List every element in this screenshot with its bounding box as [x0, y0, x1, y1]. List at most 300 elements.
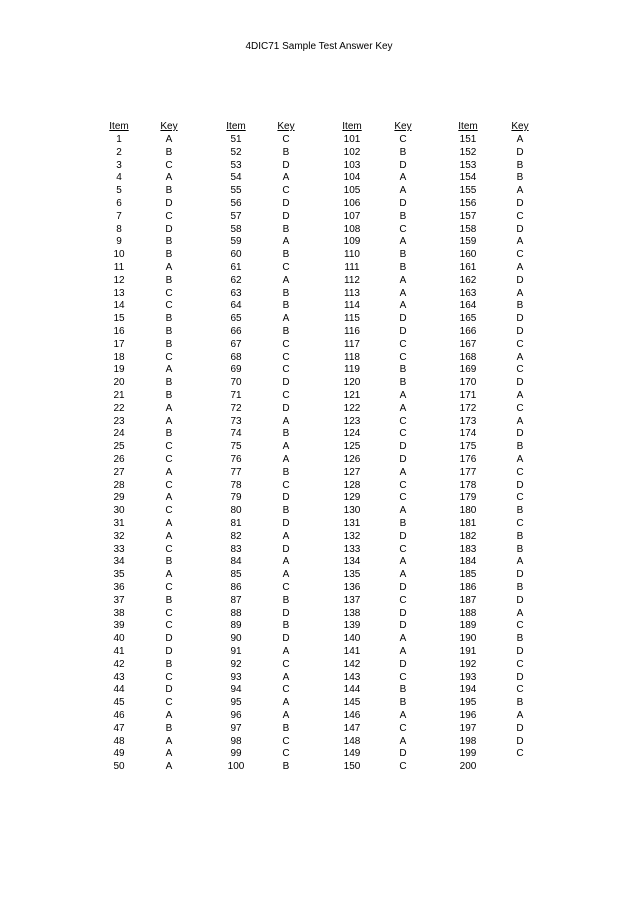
item-number: 3 [116, 159, 122, 171]
item-number: 147 [343, 722, 361, 734]
answer-key: C [399, 223, 407, 235]
item-number: 72 [230, 402, 242, 414]
answer-key: A [282, 236, 290, 248]
item-number: 79 [230, 492, 242, 504]
answer-key: B [165, 236, 173, 248]
item-number: 186 [459, 582, 477, 593]
item-number: 112 [344, 274, 360, 286]
answer-key: A [165, 466, 173, 478]
item-number: 34 [113, 556, 125, 568]
item-number: 160 [459, 249, 477, 261]
answer-key: D [282, 518, 290, 529]
answer-key: A [399, 466, 407, 478]
item-number: 168 [459, 351, 477, 363]
item-number: 61 [230, 262, 242, 273]
answer-key: B [399, 518, 407, 529]
answer-key: C [516, 338, 524, 350]
item-number: 21 [113, 390, 125, 401]
answer-key: B [282, 223, 290, 235]
answer-key: C [399, 492, 407, 504]
answer-key: B [399, 377, 407, 389]
item-number: 129 [343, 492, 361, 504]
answer-key: A [282, 415, 290, 427]
answer-key: D [399, 748, 407, 760]
answer-key: A [516, 262, 524, 273]
answer-key: A [282, 710, 290, 721]
answer-key: C [282, 735, 290, 747]
answer-key: C [165, 671, 173, 683]
item-number: 52 [230, 146, 242, 158]
answer-key: B [282, 146, 290, 158]
answer-key: B [165, 594, 173, 606]
item-number: 49 [113, 748, 125, 760]
item-number: 125 [343, 441, 361, 453]
answer-key: C [399, 761, 407, 773]
answer-key: A [399, 710, 407, 721]
item-number: 97 [230, 722, 242, 734]
item-number: 107 [343, 210, 361, 222]
item-number: 19 [113, 364, 125, 376]
answer-key: D [399, 530, 407, 542]
header-item: Item [342, 121, 362, 132]
item-number: 93 [230, 671, 242, 683]
item-number: 183 [459, 543, 477, 555]
answer-key: B [165, 326, 173, 337]
item-number: 53 [230, 159, 242, 171]
item-number: 26 [113, 454, 125, 465]
answer-key: C [282, 351, 290, 363]
answer-key: D [282, 402, 290, 414]
answer-key: C [399, 722, 407, 734]
item-number: 156 [459, 198, 477, 209]
answer-key: A [165, 134, 173, 145]
item-number: 86 [230, 582, 242, 593]
answer-key: D [516, 146, 524, 158]
answer-key: A [165, 364, 173, 376]
item-number: 57 [230, 210, 242, 222]
item-number: 63 [230, 287, 242, 299]
answer-key: C [165, 620, 173, 632]
item-number: 127 [343, 466, 361, 478]
item-number: 50 [113, 761, 125, 773]
answer-key: B [516, 530, 524, 542]
answer-key: B [165, 722, 173, 734]
answer-key: C [165, 697, 173, 709]
item-number: 68 [230, 351, 242, 363]
answer-key: B [165, 377, 173, 389]
answer-key: C [399, 351, 407, 363]
item-number: 169 [459, 364, 477, 376]
answer-key: D [282, 607, 290, 619]
answer-key: A [516, 710, 524, 721]
item-number: 78 [230, 479, 242, 491]
item-number: 187 [459, 594, 477, 606]
answer-key: D [516, 594, 524, 606]
item-number: 118 [344, 351, 360, 363]
answer-key: C [165, 300, 173, 312]
item-number: 191 [459, 646, 477, 657]
item-number: 197 [459, 722, 477, 734]
answer-key: D [516, 569, 524, 581]
answer-key: A [282, 441, 290, 453]
answer-key: C [282, 364, 290, 376]
item-number: 71 [230, 390, 242, 401]
item-number: 69 [230, 364, 242, 376]
answer-key: D [399, 658, 407, 670]
item-number: 94 [230, 684, 242, 696]
page-title: 4DIC71 Sample Test Answer Key [245, 41, 393, 52]
item-number: 43 [113, 671, 125, 683]
answer-key: D [516, 428, 524, 440]
item-number: 104 [343, 172, 361, 184]
answer-key: A [516, 236, 524, 248]
answer-key: D [399, 620, 407, 632]
answer-key: C [516, 518, 524, 529]
answer-key: C [399, 428, 407, 440]
item-number: 14 [113, 300, 125, 312]
item-number: 133 [343, 543, 361, 555]
item-number: 155 [459, 185, 477, 197]
item-number: 15 [113, 313, 125, 325]
item-number: 54 [230, 172, 242, 184]
item-number: 152 [459, 146, 477, 158]
answer-key: D [399, 582, 407, 593]
answer-key: C [516, 492, 524, 504]
answer-key: B [165, 274, 173, 286]
item-number: 106 [343, 198, 361, 209]
item-number: 198 [459, 735, 477, 747]
item-number: 114 [344, 300, 360, 312]
answer-key: A [165, 492, 173, 504]
answer-key: A [282, 556, 290, 568]
answer-key: A [516, 134, 524, 145]
item-number: 161 [459, 262, 477, 273]
item-number: 12 [113, 274, 125, 286]
item-number: 196 [459, 710, 477, 721]
answer-key: C [516, 466, 524, 478]
item-number: 105 [343, 185, 361, 197]
answer-key: B [282, 428, 290, 440]
item-number: 200 [459, 761, 477, 773]
item-number: 162 [459, 274, 477, 286]
answer-key: C [165, 441, 173, 453]
item-number: 199 [459, 748, 477, 760]
item-number: 47 [113, 722, 125, 734]
item-number: 130 [343, 505, 361, 517]
answer-key: D [516, 377, 524, 389]
answer-key: C [282, 748, 290, 760]
item-number: 40 [113, 633, 125, 645]
item-number: 22 [113, 402, 125, 414]
answer-key: A [282, 697, 290, 709]
answer-key: C [516, 748, 524, 760]
answer-key: D [282, 633, 290, 645]
item-number: 142 [343, 658, 361, 670]
item-number: 9 [116, 236, 122, 248]
item-number: 35 [113, 569, 125, 581]
item-number: 18 [113, 351, 125, 363]
answer-key: B [399, 146, 407, 158]
answer-key: A [165, 761, 173, 773]
item-number: 184 [459, 556, 477, 568]
item-number: 164 [459, 300, 477, 312]
item-number: 27 [113, 466, 125, 478]
answer-key: A [165, 415, 173, 427]
answer-key: B [282, 249, 290, 261]
answer-key: B [282, 326, 290, 337]
item-number: 1 [116, 134, 122, 145]
answer-key: D [399, 198, 407, 209]
answer-key: C [282, 262, 290, 273]
answer-key: A [282, 274, 290, 286]
answer-key: C [516, 210, 524, 222]
answer-key: B [282, 300, 290, 312]
answer-key: D [516, 671, 524, 683]
answer-key: A [165, 262, 173, 273]
answer-key: D [282, 543, 290, 555]
item-number: 115 [344, 313, 360, 325]
item-number: 8 [116, 223, 122, 235]
answer-key: D [516, 722, 524, 734]
item-number: 23 [113, 415, 125, 427]
item-number: 41 [113, 646, 125, 657]
item-number: 134 [343, 556, 361, 568]
item-number: 194 [459, 684, 477, 696]
item-number: 188 [459, 607, 477, 619]
item-number: 126 [343, 454, 361, 465]
item-number: 89 [230, 620, 242, 632]
answer-key: C [399, 594, 407, 606]
answer-key: D [516, 223, 524, 235]
item-number: 83 [230, 543, 242, 555]
item-number: 58 [230, 223, 242, 235]
item-number: 88 [230, 607, 242, 619]
item-number: 38 [113, 607, 125, 619]
item-number: 82 [230, 530, 242, 542]
item-number: 56 [230, 198, 242, 209]
item-number: 166 [459, 326, 477, 337]
answer-key: C [516, 402, 524, 414]
item-number: 137 [343, 594, 361, 606]
item-number: 37 [113, 594, 125, 606]
item-number: 102 [343, 146, 361, 158]
answer-key: A [165, 735, 173, 747]
item-number: 13 [113, 287, 125, 299]
answer-key: A [165, 748, 173, 760]
answer-key: D [516, 735, 524, 747]
item-number: 148 [343, 735, 361, 747]
answer-key: A [282, 530, 290, 542]
answer-key: B [282, 620, 290, 632]
answer-key: D [399, 313, 407, 325]
answer-key: B [165, 556, 173, 568]
answer-key: A [399, 735, 407, 747]
item-number: 182 [459, 530, 477, 542]
answer-key: C [399, 415, 407, 427]
item-number: 25 [113, 441, 125, 453]
item-number: 101 [343, 134, 361, 145]
answer-key: D [282, 377, 290, 389]
answer-key: A [516, 185, 524, 197]
answer-key: B [165, 338, 173, 350]
item-number: 124 [343, 428, 361, 440]
item-number: 176 [459, 454, 477, 465]
answer-key: C [165, 582, 173, 593]
answer-key: B [516, 300, 524, 312]
answer-key: B [165, 658, 173, 670]
item-number: 30 [113, 505, 125, 517]
item-number: 195 [459, 697, 477, 709]
answer-key: B [516, 441, 524, 453]
item-number: 33 [113, 543, 125, 555]
item-number: 119 [344, 364, 360, 376]
answer-key: D [282, 210, 290, 222]
answer-key: D [516, 274, 524, 286]
answer-key: B [399, 684, 407, 696]
item-number: 159 [459, 236, 477, 248]
answer-key: B [165, 428, 173, 440]
item-number: 5 [116, 185, 122, 197]
answer-key: C [282, 658, 290, 670]
item-number: 95 [230, 697, 242, 709]
answer-key: B [165, 146, 173, 158]
header-key: Key [160, 121, 178, 132]
answer-key: C [165, 454, 173, 465]
item-number: 70 [230, 377, 242, 389]
answer-key: A [399, 185, 407, 197]
answer-key: B [399, 697, 407, 709]
item-number: 157 [459, 210, 477, 222]
answer-key: B [516, 582, 524, 593]
item-number: 140 [343, 633, 361, 645]
answer-key: A [165, 569, 173, 581]
answer-key: D [516, 198, 524, 209]
item-number: 141 [343, 646, 361, 657]
item-number: 99 [230, 748, 242, 760]
answer-key: B [165, 390, 173, 401]
answer-key: A [165, 710, 173, 721]
item-number: 39 [113, 620, 125, 632]
answer-key: C [399, 671, 407, 683]
item-number: 178 [459, 479, 477, 491]
item-number: 84 [230, 556, 242, 568]
answer-key: A [399, 646, 407, 657]
answer-key: A [399, 633, 407, 645]
answer-key: C [516, 249, 524, 261]
answer-key: D [165, 646, 173, 657]
answer-key: D [399, 326, 407, 337]
item-number: 138 [343, 607, 361, 619]
item-number: 44 [113, 684, 125, 696]
item-number: 144 [343, 684, 361, 696]
answer-key: B [516, 633, 524, 645]
answer-key: B [165, 249, 173, 261]
answer-key: C [165, 479, 173, 491]
answer-key: A [516, 454, 524, 465]
item-number: 32 [113, 530, 125, 542]
answer-key: B [282, 761, 290, 773]
answer-key: D [516, 479, 524, 491]
answer-key: D [516, 326, 524, 337]
answer-key: C [516, 684, 524, 696]
answer-key: B [282, 287, 290, 299]
item-number: 149 [343, 748, 361, 760]
item-number: 42 [113, 658, 125, 670]
item-number: 123 [343, 415, 361, 427]
item-number: 170 [459, 377, 477, 389]
answer-key: A [399, 569, 407, 581]
item-number: 85 [230, 569, 242, 581]
answer-key: C [282, 338, 290, 350]
answer-key: C [282, 582, 290, 593]
item-number: 111 [344, 262, 360, 273]
item-number: 92 [230, 658, 242, 670]
item-number: 7 [116, 210, 122, 222]
item-number: 150 [343, 761, 361, 773]
answer-key: D [516, 313, 524, 325]
answer-key: D [516, 646, 524, 657]
answer-key: B [165, 313, 173, 325]
answer-key: A [399, 556, 407, 568]
answer-key: B [282, 722, 290, 734]
answer-key: C [165, 543, 173, 555]
item-number: 80 [230, 505, 242, 517]
answer-key: A [282, 454, 290, 465]
item-number: 116 [344, 326, 360, 337]
item-number: 103 [343, 159, 361, 171]
answer-key: C [165, 210, 173, 222]
item-number: 131 [343, 518, 361, 529]
item-number: 154 [459, 172, 477, 184]
item-number: 135 [343, 569, 361, 581]
item-number: 91 [230, 646, 242, 657]
item-number: 81 [230, 518, 242, 529]
item-number: 66 [230, 326, 242, 337]
item-number: 120 [343, 377, 361, 389]
answer-key: D [165, 633, 173, 645]
answer-key: B [399, 262, 407, 273]
answer-key: D [399, 441, 407, 453]
item-number: 139 [343, 620, 361, 632]
answer-key: C [399, 543, 407, 555]
item-number: 51 [230, 134, 242, 145]
item-number: 179 [459, 492, 477, 504]
item-number: 117 [344, 338, 360, 350]
answer-key: C [165, 607, 173, 619]
item-number: 153 [459, 159, 477, 171]
answer-key: A [165, 402, 173, 414]
item-number: 76 [230, 454, 242, 465]
answer-key: D [165, 198, 173, 209]
item-number: 16 [113, 326, 125, 337]
item-number: 65 [230, 313, 242, 325]
answer-key: C [165, 159, 173, 171]
item-number: 17 [113, 338, 125, 350]
item-number: 181 [459, 518, 477, 529]
answer-key: B [516, 505, 524, 517]
answer-key: A [282, 313, 290, 325]
item-number: 60 [230, 249, 242, 261]
answer-key: C [282, 479, 290, 491]
item-number: 46 [113, 710, 125, 721]
item-number: 55 [230, 185, 242, 197]
answer-key: C [165, 505, 173, 517]
item-number: 96 [230, 710, 242, 721]
answer-key: B [516, 172, 524, 184]
item-number: 165 [459, 313, 477, 325]
item-number: 185 [459, 569, 477, 581]
header-item: Item [109, 121, 129, 132]
